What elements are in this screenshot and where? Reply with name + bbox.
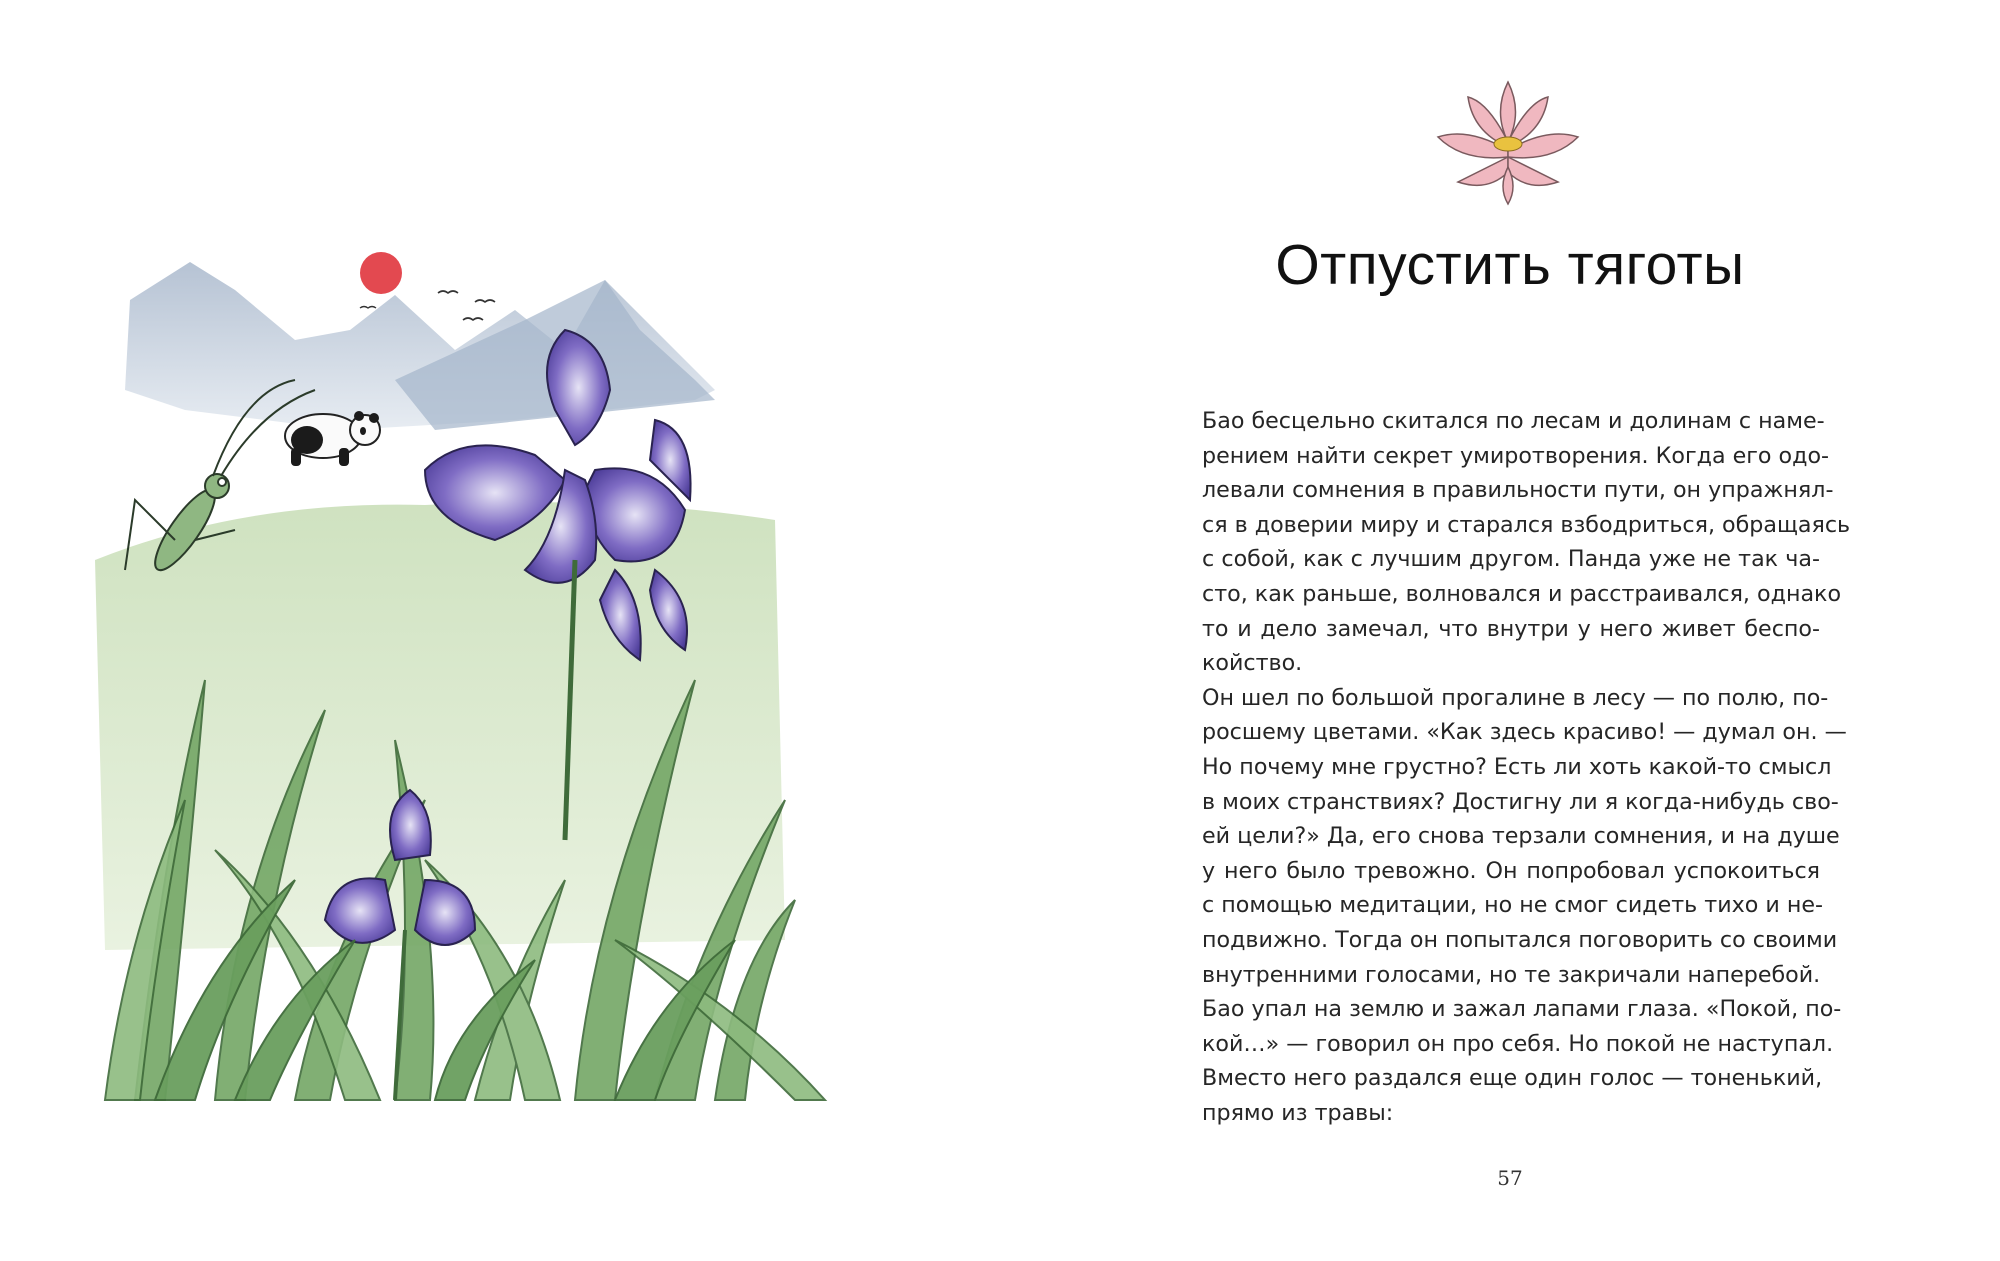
body-line: сто, как раньше, волновался и расстраивался, однако [1202, 580, 1842, 607]
body-line: Бао бесцельно скитался по лесам и долинам с наме- [1202, 408, 1825, 434]
body-line: Вместо него раздался еще один голос — тоненький, [1202, 1065, 1823, 1092]
body-line: подвижно. Тогда он попытался поговорить со своими [1202, 926, 1838, 953]
body-line: Бао упал на землю и зажал лапами глаза. «Покой, по- [1202, 996, 1842, 1023]
body-line: левали сомнения в правильности пути, он упражнял- [1202, 477, 1834, 504]
body-line: ей цели?» Да, его снова терзали сомнения, и на душе [1202, 823, 1840, 850]
body-line: койство. [1202, 650, 1303, 677]
body-line: рением найти секрет умиротворения. Когда его одо- [1202, 442, 1830, 469]
panda-icon [285, 411, 380, 466]
body-line: у него было тревожно. Он попробовал успокоиться [1202, 857, 1820, 884]
body-line: с собой, как с лучшим другом. Панда уже не так ча- [1202, 546, 1820, 573]
body-line: Он шел по большой прогалине в лесу — по полю, по- [1202, 684, 1829, 711]
body-line: Но почему мне грустно? Есть ли хоть какой-то смысл [1202, 753, 1832, 780]
chapter-body [1202, 404, 1851, 1130]
meadow-iris-panda-icon [95, 240, 915, 1120]
page-number: 57 [1497, 1166, 1523, 1190]
body-line: росшему цветами. «Как здесь красиво! — думал он. — [1202, 719, 1847, 746]
landscape-illustration [95, 240, 915, 1120]
body-line: с помощью медитации, но не смог сидеть тихо и не- [1202, 892, 1824, 919]
body-line: прямо из травы: [1202, 1099, 1394, 1126]
chapter-title: Отпустить тяготы [1275, 233, 1745, 297]
body-line: в моих странствиях? Достигну ли я когда-нибудь сво- [1202, 788, 1839, 815]
body-line: внутренними голосами, но те закричали наперебой. [1202, 961, 1821, 988]
lotus-icon [1428, 72, 1588, 212]
body-line: кой…» — говорил он про себя. Но покой не наступал. [1202, 1030, 1834, 1057]
body-line: то и дело замечал, что внутри у него живет беспо- [1202, 615, 1820, 642]
body-line: ся в доверии миру и старался взбодриться, обращаясь [1202, 511, 1851, 538]
lotus-ornament [1428, 72, 1588, 212]
